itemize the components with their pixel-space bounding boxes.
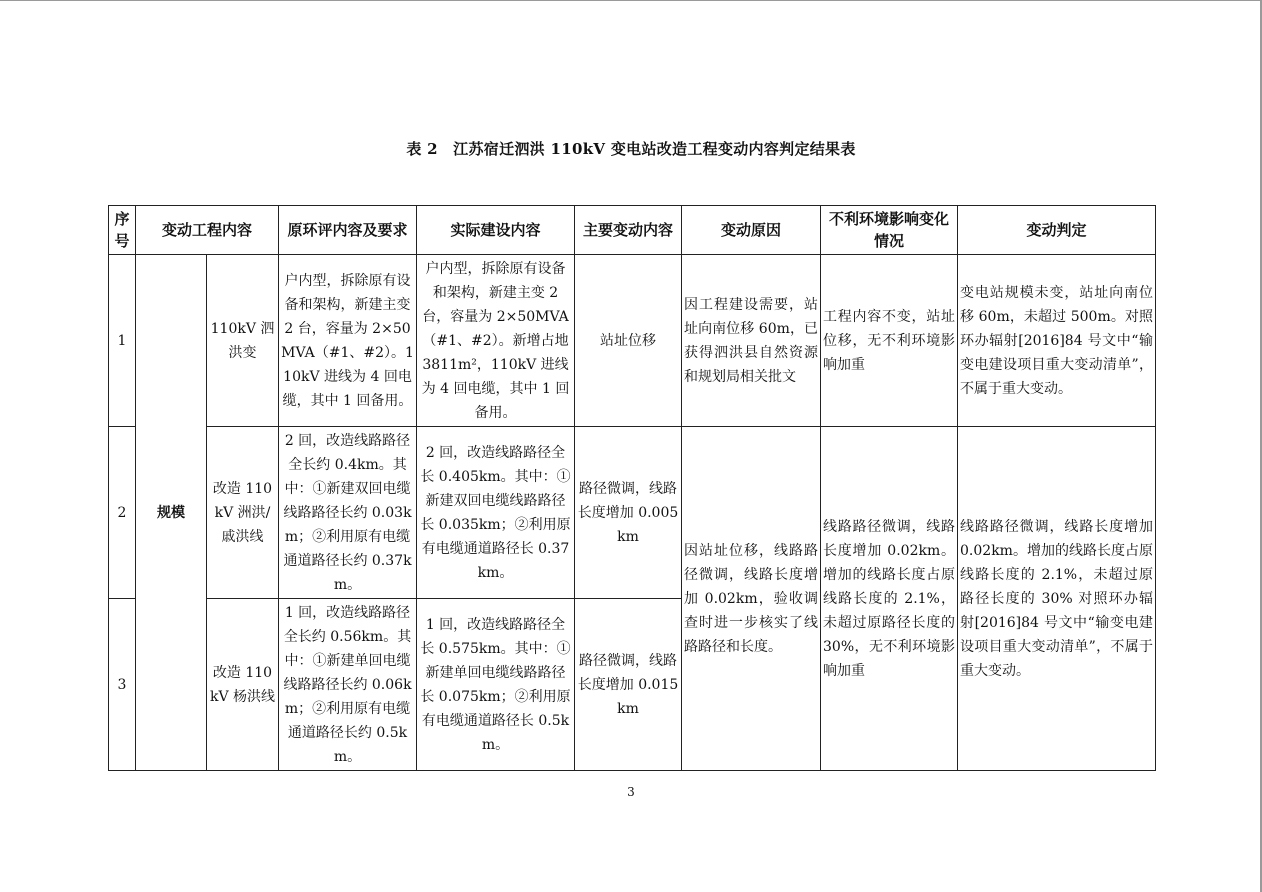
table-header-row bbox=[109, 206, 1156, 255]
merged-reason: 因站址位移，线路路径微调，线路长度增加 0.02km，验收调查时进一步核实了线路路径和长度。 bbox=[682, 427, 821, 771]
row-main-change: 路径微调，线路长度增加 0.005km bbox=[575, 427, 682, 599]
row-original: 1 回，改造线路路径全长约 0.56km。其中：①新建单回电缆线路路径长约 0.06km；②利用原有电缆通道路径长约 0.5km。 bbox=[279, 599, 417, 771]
header-main-change: 主要变动内容 bbox=[575, 206, 682, 255]
row-main-change: 站址位移 bbox=[575, 255, 682, 427]
table-row bbox=[109, 255, 1156, 427]
row-actual: 2 回，改造线路路径全长 0.405km。其中：①新建双回电缆线路路径长 0.035km；②利用原有电缆通道路径长 0.37km。 bbox=[417, 427, 575, 599]
row-original: 2 回，改造线路路径全长约 0.4km。其中：①新建双回电缆线路路径长约 0.03km；②利用原有电缆通道路径长约 0.37km。 bbox=[279, 427, 417, 599]
page-top-edge bbox=[0, 0, 1262, 1]
header-seq: 序号 bbox=[109, 206, 136, 255]
row-judgment: 变电站规模未变，站址向南位移 60m，未超过 500m。对照环办辐射[2016]84 号文中“输变电建设项目重大变动清单”，不属于重大变动。 bbox=[958, 255, 1156, 427]
category-cell: 规模 bbox=[136, 255, 207, 771]
table-row bbox=[109, 427, 1156, 599]
row-item: 110kV 泗洪变 bbox=[207, 255, 279, 427]
row-item: 改造 110kV 杨洪线 bbox=[207, 599, 279, 771]
row-seq: 3 bbox=[109, 599, 136, 771]
header-original: 原环评内容及要求 bbox=[279, 206, 417, 255]
row-main-change: 路径微调，线路长度增加 0.015km bbox=[575, 599, 682, 771]
header-reason: 变动原因 bbox=[682, 206, 821, 255]
header-impact: 不利环境影响变化情况 bbox=[821, 206, 958, 255]
row-actual: 1 回，改造线路路径全长 0.575km。其中：①新建单回电缆线路路径长 0.075km；②利用原有电缆通道路径长 0.5km。 bbox=[417, 599, 575, 771]
header-project: 变动工程内容 bbox=[136, 206, 279, 255]
row-seq: 2 bbox=[109, 427, 136, 599]
header-judgment: 变动判定 bbox=[958, 206, 1156, 255]
row-seq: 1 bbox=[109, 255, 136, 427]
row-impact: 工程内容不变，站址位移，无不利环境影响加重 bbox=[821, 255, 958, 427]
change-judgment-table bbox=[108, 205, 1156, 771]
row-actual: 户内型，拆除原有设备和架构，新建主变 2 台，容量为 2×50MVA（#1、#2）。新增占地 3811m²，110kV 进线为 4 回电缆，其中 1 回备用。 bbox=[417, 255, 575, 427]
header-actual: 实际建设内容 bbox=[417, 206, 575, 255]
page-number: 3 bbox=[627, 785, 635, 799]
merged-impact: 线路路径微调，线路长度增加 0.02km。增加的线路长度占原线路长度的 2.1%，未超过原路径长度的30%，无不利环境影响加重 bbox=[821, 427, 958, 771]
row-item: 改造 110kV 洲洪/戚洪线 bbox=[207, 427, 279, 599]
merged-judgment: 线路路径微调，线路长度增加 0.02km。增加的线路长度占原线路长度的 2.1%，未超过原路径长度的 30% 对照环办辐射[2016]84 号文中“输变电建设项目重大变动清单”，不属于重大变动。 bbox=[958, 427, 1156, 771]
table-title: 表 2 江苏宿迁泗洪 110kV 变电站改造工程变动内容判定结果表 bbox=[406, 140, 856, 158]
row-reason: 因工程建设需要，站址向南位移 60m，已获得泗洪县自然资源和规划局相关批文 bbox=[682, 255, 821, 427]
row-original: 户内型，拆除原有设备和架构，新建主变 2 台，容量为 2×50MVA（#1、#2）。110kV 进线为 4 回电缆，其中 1 回备用。 bbox=[279, 255, 417, 427]
